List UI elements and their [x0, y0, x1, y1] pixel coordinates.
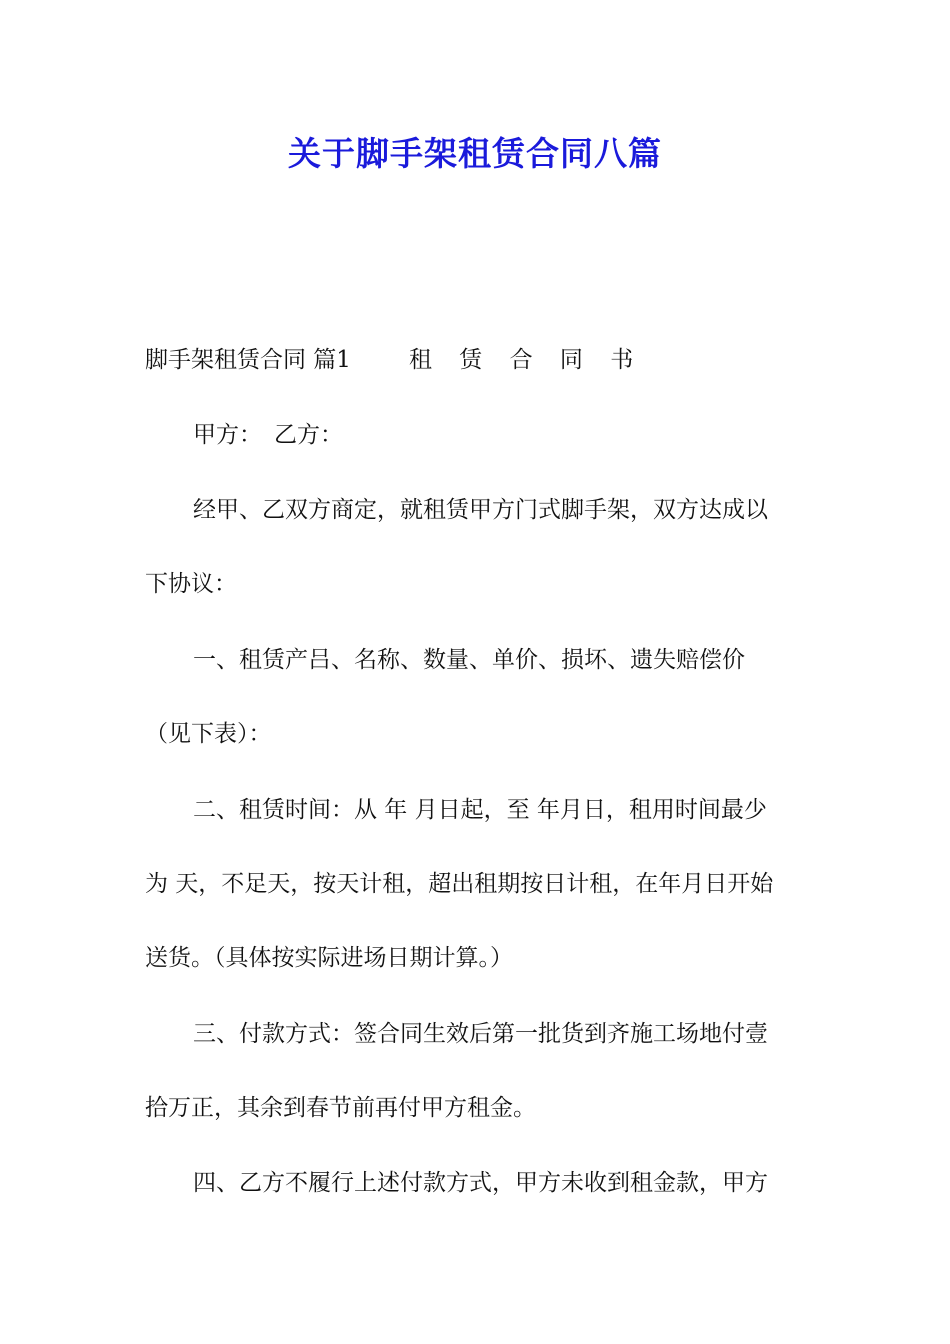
contract-name: 租 赁 合 同 书	[408, 347, 644, 373]
paragraph-4-line-2: 拾万正，其余到春节前再付甲方租金。	[145, 1095, 536, 1121]
paragraph-3-line-3: 送货。（具体按实际进场日期计算。）	[145, 945, 513, 971]
paragraph-2-line-1: 一、租赁产吕、名称、数量、单价、损坏、遗失赔偿价	[193, 647, 745, 673]
paragraph-3-line-2: 为 天，不足天，按天计租，超出租期按日计租，在年月日开始	[145, 871, 774, 897]
parties-line	[193, 420, 810, 450]
section-heading: 脚手架租赁合同 篇1	[145, 347, 351, 373]
paragraph-1-line-1: 经甲、乙双方商定，就租赁甲方门式脚手架，双方达成以	[193, 497, 768, 523]
document-title: 关于脚手架租赁合同八篇	[288, 134, 662, 173]
section-heading-line	[145, 345, 810, 375]
paragraph-2-line-2: （见下表）：	[145, 721, 272, 747]
party-a-label: 甲方：	[193, 422, 262, 448]
paragraph-3-line-1: 二、租赁时间：从 年 月日起，至 年月日，租用时间最少	[193, 797, 767, 823]
paragraph-1-line-2: 下协议：	[145, 571, 237, 597]
paragraph-4-line-1: 三、付款方式：签合同生效后第一批货到齐施工场地付壹	[193, 1021, 768, 1047]
party-b-label: 乙方：	[274, 422, 343, 448]
paragraph-5-line-1: 四、乙方不履行上述付款方式，甲方未收到租金款，甲方	[193, 1170, 768, 1196]
